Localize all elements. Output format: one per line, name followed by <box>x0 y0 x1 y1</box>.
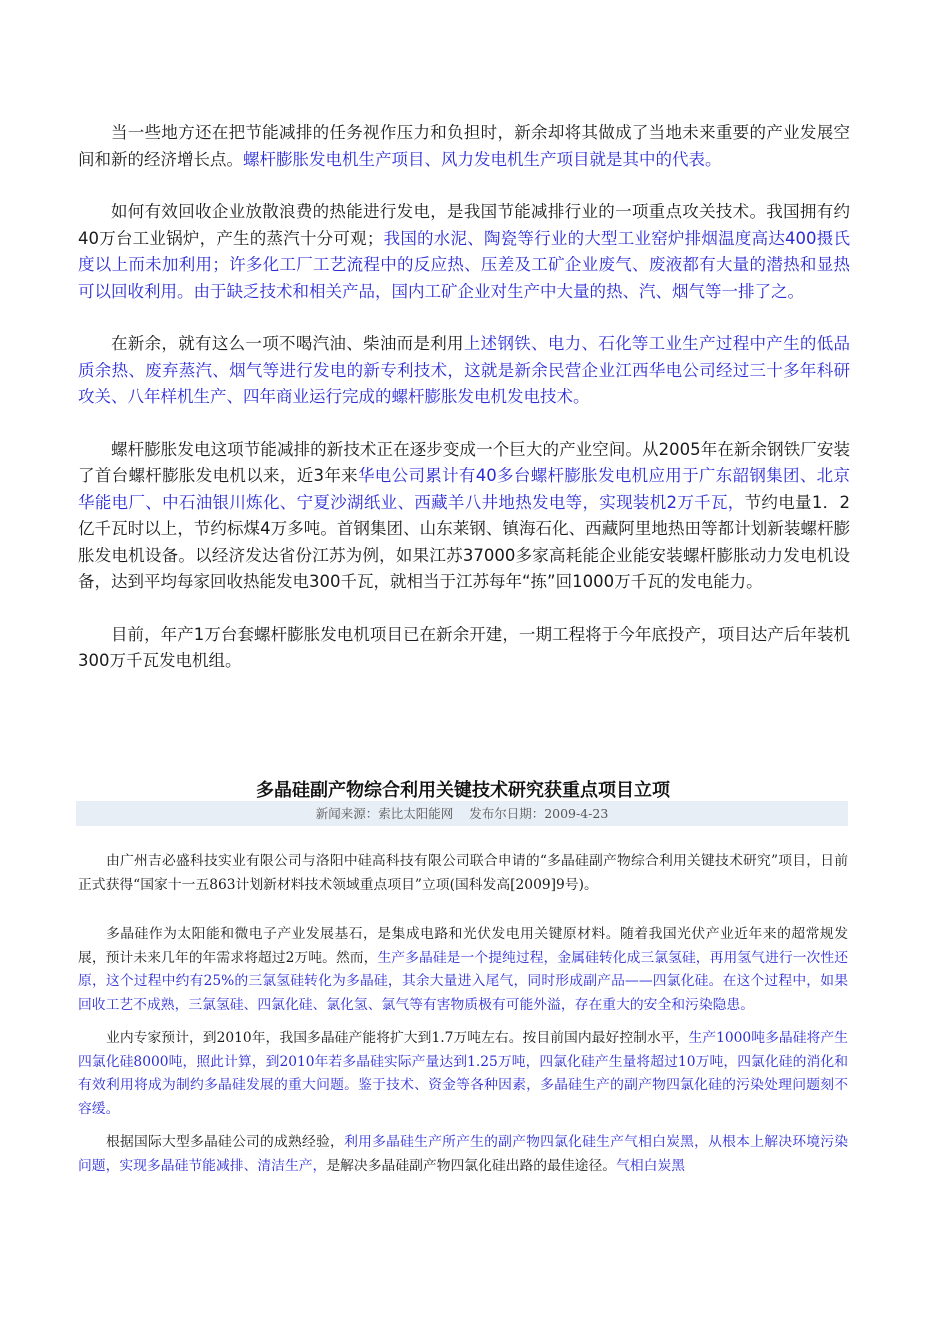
highlighted-text: 我国的水泥、陶瓷等行业的大型工业窑炉排烟温度高达400摄氏度以上而未加利用；许多化工厂工艺流程中的反应热、压差及工矿企业废气、废液都有大量的潜热和显热可以回收利用。由于缺乏技术和相关产品，国内工矿企业对生产中大量的热、汽、烟气等一排了之。 <box>78 228 850 301</box>
article-1-body <box>78 120 850 701</box>
paragraph-text: 多晶硅作为太阳能和微电子产业发展基石，是集成电路和光伏发电用关键原材料。随着我国光伏产业近年来的超常规发展，预计未来几年的年需求将超过2万吨。然而， <box>78 926 848 966</box>
article-meta-bar <box>76 801 848 826</box>
paragraph-text: 节约电量1．2亿千瓦时以上，节约标煤4万多吨。首钢集团、山东莱钢、镇海石化、西藏阿里地热田等都计划新装螺杆膨胀发电机设备。以经济发达省份江苏为例，如果江苏37000多家高耗能企业能安装螺杆膨胀动力发电机设备，达到平均每家回收热能发电300千瓦，就相当于江苏每年“拣”回1000万千瓦的发电能力。 <box>78 492 850 591</box>
paragraph-4 <box>78 437 850 596</box>
paragraph-1: 由广州吉必盛科技实业有限公司与洛阳中硅高科技有限公司联合申请的“多晶硅副产物综合利用关键技术研究”项目，日前正式获得“国家十一五863计划新材料技术领域重点项目”立项(国科发高[2009]9号)。 <box>78 853 848 893</box>
highlighted-text: 华电公司累计有40多台螺杆膨胀发电机应用于广东韶钢集团、北京华能电厂、中石油银川炼化、宁夏沙湖纸业、西藏羊八井地热发电等，实现装机2万千瓦， <box>78 466 851 512</box>
news-source: 新闻来源：索比太阳能网 <box>315 806 454 821</box>
paragraph-3 <box>78 331 850 411</box>
paragraph-text: 螺杆膨胀发电这项节能减排的新技术正在逐步变成一个巨大的产业空间。从2005年在新余钢铁厂安装了首台螺杆膨胀发电机以来，近3年来 <box>78 439 850 485</box>
paragraph-text: 如何有效回收企业放散浪费的热能进行发电，是我国节能减排行业的一项重点攻关技术。我国拥有约40万台工业锅炉，产生的蒸汽十分可观； <box>78 202 850 248</box>
publish-date: 发布尔日期：2009-4-23 <box>469 806 609 821</box>
highlighted-text: 气相白炭黑 <box>616 1157 686 1174</box>
highlighted-text: 利用多晶硅生产所产生的副产物四氯化硅生产气相白炭黑，从根本上解决环境污染问题，实现多晶硅节能减排、清洁生产， <box>78 1134 849 1174</box>
paragraph-text: 当一些地方还在把节能减排的任务视作压力和负担时，新余却将其做成了当地未来重要的产业发展空间和新的经济增长点。 <box>78 123 850 169</box>
article-title: 多晶硅副产物综合利用关键技术研究获重点项目立项 <box>256 780 670 801</box>
paragraph-2 <box>78 923 848 1017</box>
paragraph-5: 目前，年产1万台套螺杆膨胀发电机项目已在新余开建，一期工程将于今年底投产，项目达产后年装机300万千瓦发电机组。 <box>78 624 850 670</box>
paragraph-text: 根据国际大型多晶硅公司的成熟经验， <box>106 1134 345 1150</box>
paragraph-3 <box>78 1027 848 1121</box>
paragraph-text: 是解决多晶硅副产物四氯化硅出路的最佳途径。 <box>326 1157 617 1174</box>
paragraph-text: 在新余，就有这么一项不喝汽油、柴油而是利用 <box>111 334 464 353</box>
paragraph-4 <box>78 1131 848 1178</box>
paragraph-text: 业内专家预计，到2010年，我国多晶硅产能将扩大到1.7万吨左右。按目前国内最好控制水平， <box>106 1030 689 1046</box>
paragraph-1 <box>78 120 850 173</box>
article-2-body <box>78 850 848 1178</box>
paragraph-2 <box>78 199 850 305</box>
highlighted-text: 上述钢铁、电力、石化等工业生产过程中产生的低品质余热、废弃蒸汽、烟气等进行发电的新专利技术，这就是新余民营企业江西华电公司经过三十多年科研攻关、八年样机生产、四年商业运行完成的螺杆膨胀发电机发电技术。 <box>78 334 851 406</box>
highlighted-text: 螺杆膨胀发电机生产项目、风力发电机生产项目就是其中的代表。 <box>243 149 722 169</box>
highlighted-text: 生产1000吨多晶硅将产生四氯化硅8000吨，照此计算，到2010年若多晶硅实际产量达到1.25万吨，四氯化硅产生量将超过10万吨，四氯化硅的消化和有效利用将成为制约多晶硅发展的重大问题。鉴于技术、资金等各种因素，多晶硅生产的副产物四氯化硅的污染处理问题刻不容缓。 <box>78 1030 848 1117</box>
highlighted-text: 生产多晶硅是一个提纯过程，金属硅转化成三氯氢硅，再用氢气进行一次性还原，这个过程中约有25%的三氯氢硅转化为多晶硅，其余大量进入尾气，同时形成副产品——四氯化硅。在这个过程中，如果回收工艺不成熟，三氯氢硅、四氯化硅、氯化氢、氯气等有害物质极有可能外溢，存在重大的安全和污染隐患。 <box>78 949 848 1013</box>
